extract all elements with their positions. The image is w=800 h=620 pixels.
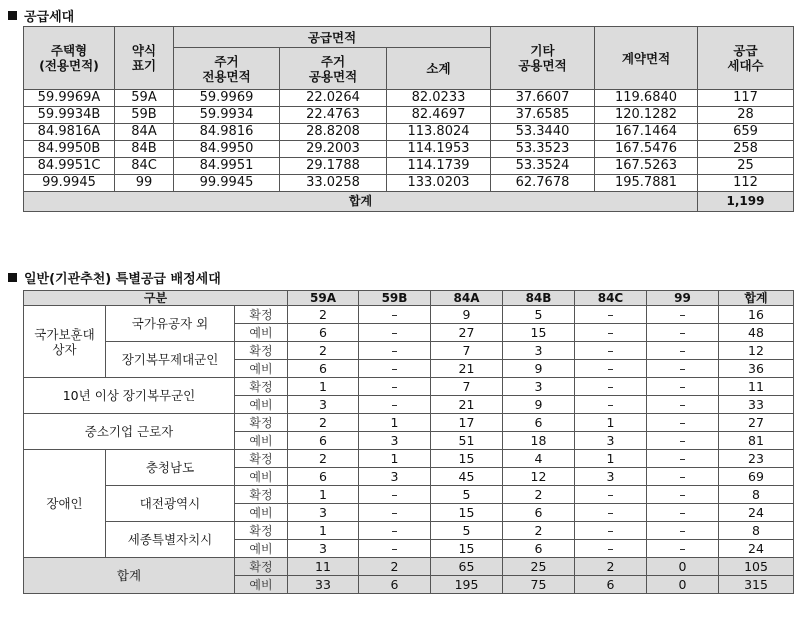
table-cell: 59.9969A — [24, 90, 115, 107]
value-cell: 1 — [288, 378, 359, 396]
value-cell: 8 — [719, 486, 794, 504]
category-label: 10년 이상 장기복무군인 — [24, 378, 235, 414]
table-cell: 99.9945 — [24, 175, 115, 192]
table-row — [24, 141, 794, 158]
confirmed-label: 확정 — [235, 414, 288, 432]
table-cell: 28.8208 — [280, 124, 387, 141]
confirmed-label: 확정 — [235, 522, 288, 540]
value-cell: – — [575, 396, 647, 414]
table-cell: 84.9951C — [24, 158, 115, 175]
value-cell: 9 — [503, 396, 575, 414]
table-row — [24, 90, 794, 107]
table-cell: 53.3440 — [491, 124, 595, 141]
value-cell: 16 — [719, 306, 794, 324]
confirmed-label: 확정 — [235, 378, 288, 396]
value-cell: – — [575, 324, 647, 342]
total-label: 합계 — [24, 192, 698, 212]
total-label: 합계 — [24, 558, 235, 594]
value-cell: 21 — [431, 396, 503, 414]
table-cell: 29.2003 — [280, 141, 387, 158]
header-abbr: 약식 표기 — [115, 27, 174, 90]
subcategory-label: 충청남도 — [106, 450, 235, 486]
confirmed-label: 확정 — [235, 486, 288, 504]
table-cell: 114.1953 — [387, 141, 491, 158]
header-housing-type: 주택형 (전용면적) — [24, 27, 115, 90]
value-cell: – — [359, 378, 431, 396]
value-cell: – — [359, 504, 431, 522]
value-cell: 24 — [719, 504, 794, 522]
value-cell: 48 — [719, 324, 794, 342]
table-cell: 659 — [698, 124, 794, 141]
value-cell: – — [359, 522, 431, 540]
table-row — [24, 306, 794, 324]
supply-table — [23, 26, 794, 212]
table-row — [24, 378, 794, 396]
value-cell: 6 — [288, 468, 359, 486]
value-cell: – — [647, 306, 719, 324]
value-cell: 6 — [288, 324, 359, 342]
value-cell: 6 — [359, 576, 431, 594]
value-cell: 0 — [647, 576, 719, 594]
value-cell: – — [647, 450, 719, 468]
section-title-special — [8, 268, 221, 287]
table-row — [24, 450, 794, 468]
value-cell: 3 — [503, 378, 575, 396]
total-row — [24, 558, 794, 576]
table-cell: 59A — [115, 90, 174, 107]
subcategory-label: 대전광역시 — [106, 486, 235, 522]
value-cell: – — [359, 486, 431, 504]
value-cell: 1 — [359, 450, 431, 468]
header-households: 공급 세대수 — [698, 27, 794, 90]
table-cell: 117 — [698, 90, 794, 107]
value-cell: – — [359, 396, 431, 414]
value-cell: – — [359, 360, 431, 378]
value-cell: 2 — [503, 522, 575, 540]
table-cell: 84.9816A — [24, 124, 115, 141]
table-cell: 22.4763 — [280, 107, 387, 124]
value-cell: 65 — [431, 558, 503, 576]
table-cell: 119.6840 — [595, 90, 698, 107]
value-cell: 15 — [431, 450, 503, 468]
value-cell: – — [647, 378, 719, 396]
subcategory-label: 장기복무제대군인 — [106, 342, 235, 378]
value-cell: 81 — [719, 432, 794, 450]
value-cell: 11 — [288, 558, 359, 576]
value-cell: 2 — [288, 414, 359, 432]
value-cell: 69 — [719, 468, 794, 486]
subcategory-label: 국가유공자 외 — [106, 306, 235, 342]
table-cell: 84.9816 — [174, 124, 280, 141]
table-row — [24, 124, 794, 141]
value-cell: – — [575, 378, 647, 396]
value-cell: 51 — [431, 432, 503, 450]
value-cell: 6 — [288, 360, 359, 378]
value-cell: 105 — [719, 558, 794, 576]
value-cell: – — [647, 396, 719, 414]
table-cell: 84C — [115, 158, 174, 175]
reserve-label: 예비 — [235, 576, 288, 594]
reserve-label: 예비 — [235, 396, 288, 414]
reserve-label: 예비 — [235, 360, 288, 378]
reserve-label: 예비 — [235, 468, 288, 486]
value-cell: 195 — [431, 576, 503, 594]
table-row — [24, 175, 794, 192]
value-cell: 17 — [431, 414, 503, 432]
total-value: 1,199 — [698, 192, 794, 212]
table-cell: 113.8024 — [387, 124, 491, 141]
value-cell: 2 — [288, 450, 359, 468]
value-cell: 1 — [359, 414, 431, 432]
table-cell: 167.1464 — [595, 124, 698, 141]
reserve-label: 예비 — [235, 324, 288, 342]
table-cell: 99 — [115, 175, 174, 192]
confirmed-label: 확정 — [235, 558, 288, 576]
bullet-square-icon — [8, 11, 17, 20]
value-cell: 45 — [431, 468, 503, 486]
value-cell: 18 — [503, 432, 575, 450]
table-cell: 53.3523 — [491, 141, 595, 158]
special-supply-table — [23, 290, 794, 594]
table-cell: 37.6607 — [491, 90, 595, 107]
value-cell: – — [647, 342, 719, 360]
column-header: 84C — [575, 291, 647, 306]
value-cell: – — [575, 540, 647, 558]
value-cell: 12 — [719, 342, 794, 360]
header-residential-common: 주거 공용면적 — [280, 48, 387, 90]
table-cell: 37.6585 — [491, 107, 595, 124]
table-cell: 29.1788 — [280, 158, 387, 175]
value-cell: 36 — [719, 360, 794, 378]
table-cell: 22.0264 — [280, 90, 387, 107]
value-cell: 3 — [359, 468, 431, 486]
value-cell: 7 — [431, 342, 503, 360]
value-cell: 9 — [431, 306, 503, 324]
value-cell: 315 — [719, 576, 794, 594]
header-contract-area: 계약면적 — [595, 27, 698, 90]
table-row — [24, 414, 794, 432]
table-cell: 59.9934B — [24, 107, 115, 124]
confirmed-label: 확정 — [235, 306, 288, 324]
reserve-label: 예비 — [235, 540, 288, 558]
value-cell: 4 — [503, 450, 575, 468]
value-cell: 6 — [503, 540, 575, 558]
value-cell: – — [647, 468, 719, 486]
value-cell: 33 — [288, 576, 359, 594]
value-cell: 3 — [359, 432, 431, 450]
value-cell: 1 — [575, 414, 647, 432]
table-cell: 84A — [115, 124, 174, 141]
section-title-text: 공급세대 — [24, 10, 75, 25]
value-cell: 3 — [575, 432, 647, 450]
value-cell: 27 — [431, 324, 503, 342]
value-cell: – — [575, 360, 647, 378]
table-row — [24, 522, 794, 540]
table-cell: 59.9969 — [174, 90, 280, 107]
value-cell: – — [359, 306, 431, 324]
header-supply-area: 공급면적 — [174, 27, 491, 48]
table-cell: 99.9945 — [174, 175, 280, 192]
value-cell: 8 — [719, 522, 794, 540]
table-cell: 82.0233 — [387, 90, 491, 107]
value-cell: 6 — [503, 414, 575, 432]
header-row — [24, 291, 794, 306]
value-cell: 3 — [288, 396, 359, 414]
table-cell: 167.5263 — [595, 158, 698, 175]
column-header: 59B — [359, 291, 431, 306]
value-cell: 1 — [288, 522, 359, 540]
value-cell: – — [647, 360, 719, 378]
column-header: 84B — [503, 291, 575, 306]
table-cell: 120.1282 — [595, 107, 698, 124]
reserve-label: 예비 — [235, 432, 288, 450]
value-cell: 33 — [719, 396, 794, 414]
column-header: 84A — [431, 291, 503, 306]
confirmed-label: 확정 — [235, 342, 288, 360]
value-cell: 24 — [719, 540, 794, 558]
value-cell: 5 — [431, 486, 503, 504]
value-cell: 5 — [503, 306, 575, 324]
table-cell: 84.9951 — [174, 158, 280, 175]
table-row — [24, 342, 794, 360]
value-cell: 2 — [503, 486, 575, 504]
confirmed-label: 확정 — [235, 450, 288, 468]
value-cell: – — [575, 342, 647, 360]
value-cell: 3 — [288, 540, 359, 558]
value-cell: 27 — [719, 414, 794, 432]
value-cell: 1 — [288, 486, 359, 504]
table-cell: 62.7678 — [491, 175, 595, 192]
table-row — [24, 486, 794, 504]
bullet-square-icon — [8, 273, 17, 282]
value-cell: 11 — [719, 378, 794, 396]
value-cell: – — [575, 306, 647, 324]
value-cell: – — [647, 414, 719, 432]
value-cell: – — [647, 504, 719, 522]
category-label: 국가보훈대 상자 — [24, 306, 106, 378]
table-cell: 258 — [698, 141, 794, 158]
table-row — [24, 158, 794, 175]
table-cell: 133.0203 — [387, 175, 491, 192]
value-cell: – — [359, 540, 431, 558]
value-cell: 15 — [431, 504, 503, 522]
header-other-common: 기타 공용면적 — [491, 27, 595, 90]
value-cell: 2 — [288, 342, 359, 360]
value-cell: 3 — [503, 342, 575, 360]
table-cell: 84.9950 — [174, 141, 280, 158]
table-cell: 53.3524 — [491, 158, 595, 175]
table-cell: 112 — [698, 175, 794, 192]
value-cell: 1 — [575, 450, 647, 468]
value-cell: 15 — [503, 324, 575, 342]
column-header: 합계 — [719, 291, 794, 306]
header-subtotal: 소계 — [387, 48, 491, 90]
value-cell: 75 — [503, 576, 575, 594]
value-cell: – — [647, 522, 719, 540]
value-cell: 3 — [575, 468, 647, 486]
table-cell: 25 — [698, 158, 794, 175]
value-cell: 0 — [647, 558, 719, 576]
value-cell: 6 — [288, 432, 359, 450]
section-title-text: 일반(기관추천) 특별공급 배정세대 — [24, 272, 221, 287]
value-cell: 2 — [359, 558, 431, 576]
category-label: 중소기업 근로자 — [24, 414, 235, 450]
value-cell: – — [575, 522, 647, 540]
value-cell: 5 — [431, 522, 503, 540]
column-header: 구분 — [24, 291, 288, 306]
header-residential-exclusive: 주거 전용면적 — [174, 48, 280, 90]
table-cell: 195.7881 — [595, 175, 698, 192]
table-cell: 114.1739 — [387, 158, 491, 175]
value-cell: 7 — [431, 378, 503, 396]
table-cell: 59.9934 — [174, 107, 280, 124]
value-cell: 6 — [503, 504, 575, 522]
value-cell: 9 — [503, 360, 575, 378]
reserve-label: 예비 — [235, 504, 288, 522]
value-cell: 15 — [431, 540, 503, 558]
table-cell: 59B — [115, 107, 174, 124]
section-title-supply — [8, 6, 74, 25]
value-cell: 2 — [575, 558, 647, 576]
value-cell: – — [647, 486, 719, 504]
value-cell: 21 — [431, 360, 503, 378]
value-cell: 25 — [503, 558, 575, 576]
value-cell: 12 — [503, 468, 575, 486]
value-cell: – — [647, 432, 719, 450]
value-cell: 3 — [288, 504, 359, 522]
column-header: 59A — [288, 291, 359, 306]
value-cell: 6 — [575, 576, 647, 594]
value-cell: – — [647, 540, 719, 558]
table-cell: 82.4697 — [387, 107, 491, 124]
table-row — [24, 107, 794, 124]
table-cell: 33.0258 — [280, 175, 387, 192]
value-cell: 2 — [288, 306, 359, 324]
subcategory-label: 세종특별자치시 — [106, 522, 235, 558]
column-header: 99 — [647, 291, 719, 306]
value-cell: – — [647, 324, 719, 342]
value-cell: 23 — [719, 450, 794, 468]
table-cell: 84B — [115, 141, 174, 158]
value-cell: – — [575, 486, 647, 504]
value-cell: – — [575, 504, 647, 522]
table-cell: 167.5476 — [595, 141, 698, 158]
table-cell: 28 — [698, 107, 794, 124]
value-cell: – — [359, 342, 431, 360]
category-label: 장애인 — [24, 450, 106, 558]
table-cell: 84.9950B — [24, 141, 115, 158]
value-cell: – — [359, 324, 431, 342]
